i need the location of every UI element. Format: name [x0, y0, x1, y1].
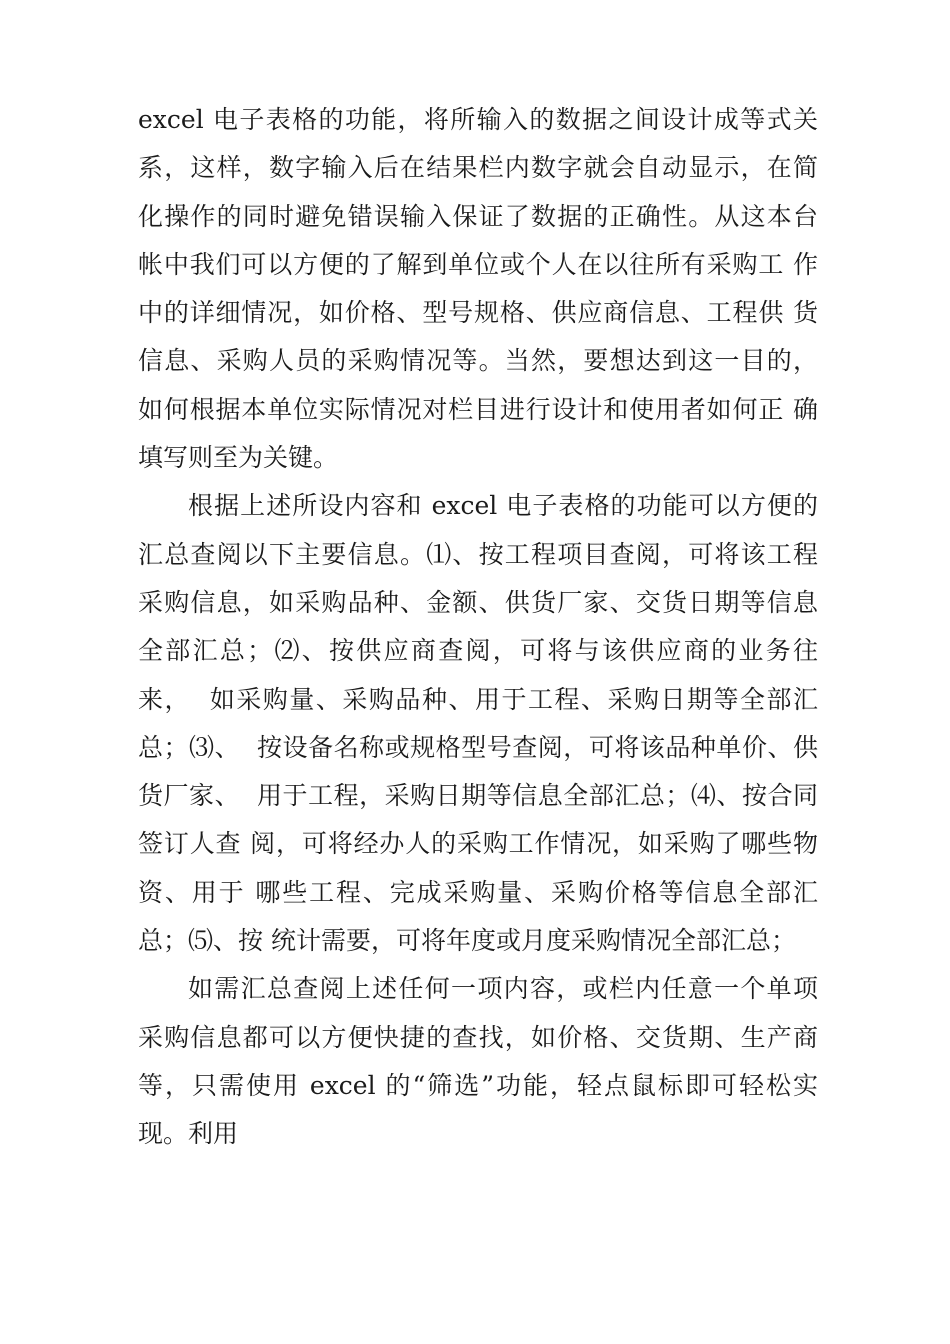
text-line: 中的详细情况，如价格、型号规格、供应商信息、工程供 货 — [138, 298, 818, 328]
text-line: 全部汇总；⑵、按供应商查阅，可将与该供应商的业务往 — [138, 636, 818, 666]
text-line: 货厂家、 用于工程，采购日期等信息全部汇总；⑷、按合同 — [138, 781, 818, 811]
text-line: 系，这样，数字输入后在结果栏内数字就会自动显示，在简 — [138, 153, 818, 183]
text-line: 现。利用 — [138, 1119, 239, 1149]
paragraph-1 — [138, 96, 818, 482]
text-line: 总；⑸、按 统计需要，可将年度或月度采购情况全部汇总； — [138, 926, 796, 956]
text-line: 等，只需使用 excel 的“筛选”功能，轻点鼠标即可轻松实 — [138, 1070, 818, 1100]
text-line: 信息、采购人员的采购情况等。当然，要想达到这一目的， — [138, 346, 818, 376]
text-line: 如何根据本单位实际情况对栏目进行设计和使用者如何正 确 — [138, 394, 818, 424]
text-line: 汇总查阅以下主要信息。⑴、按工程项目查阅，可将该工程 — [138, 539, 818, 569]
text-line: 签订人查 阅，可将经办人的采购工作情况，如采购了哪些物 — [138, 829, 818, 859]
text-line: 采购信息都可以方便快捷的查找，如价格、交货期、生产商 — [138, 1022, 818, 1052]
text-line: 根据上述所设内容和 excel 电子表格的功能可以方便的 — [188, 491, 818, 521]
text-line: excel 电子表格的功能，将所输入的数据之间设计成等式关 — [138, 105, 818, 134]
paragraph-2 — [138, 482, 818, 965]
text-line: 如需汇总查阅上述任何一项内容，或栏内任意一个单项 — [188, 974, 818, 1004]
text-line: 采购信息，如采购品种、金额、供货厂家、交货日期等信息 — [138, 587, 818, 617]
text-line: 来， 如采购量、采购品种、用于工程、采购日期等全部汇 — [138, 684, 818, 714]
text-line: 化操作的同时避免错误输入保证了数据的正确性。从这本台 — [138, 201, 818, 231]
text-line: 帐中我们可以方便的了解到单位或个人在以往所有采购工 作 — [138, 249, 818, 279]
document-body — [138, 96, 818, 1159]
text-line: 填写则至为关键。 — [138, 443, 339, 473]
text-line: 资、用于 哪些工程、完成采购量、采购价格等信息全部汇 — [138, 877, 818, 907]
paragraph-3 — [138, 965, 818, 1158]
text-line: 总；⑶、 按设备名称或规格型号查阅，可将该品种单价、供 — [138, 732, 818, 762]
